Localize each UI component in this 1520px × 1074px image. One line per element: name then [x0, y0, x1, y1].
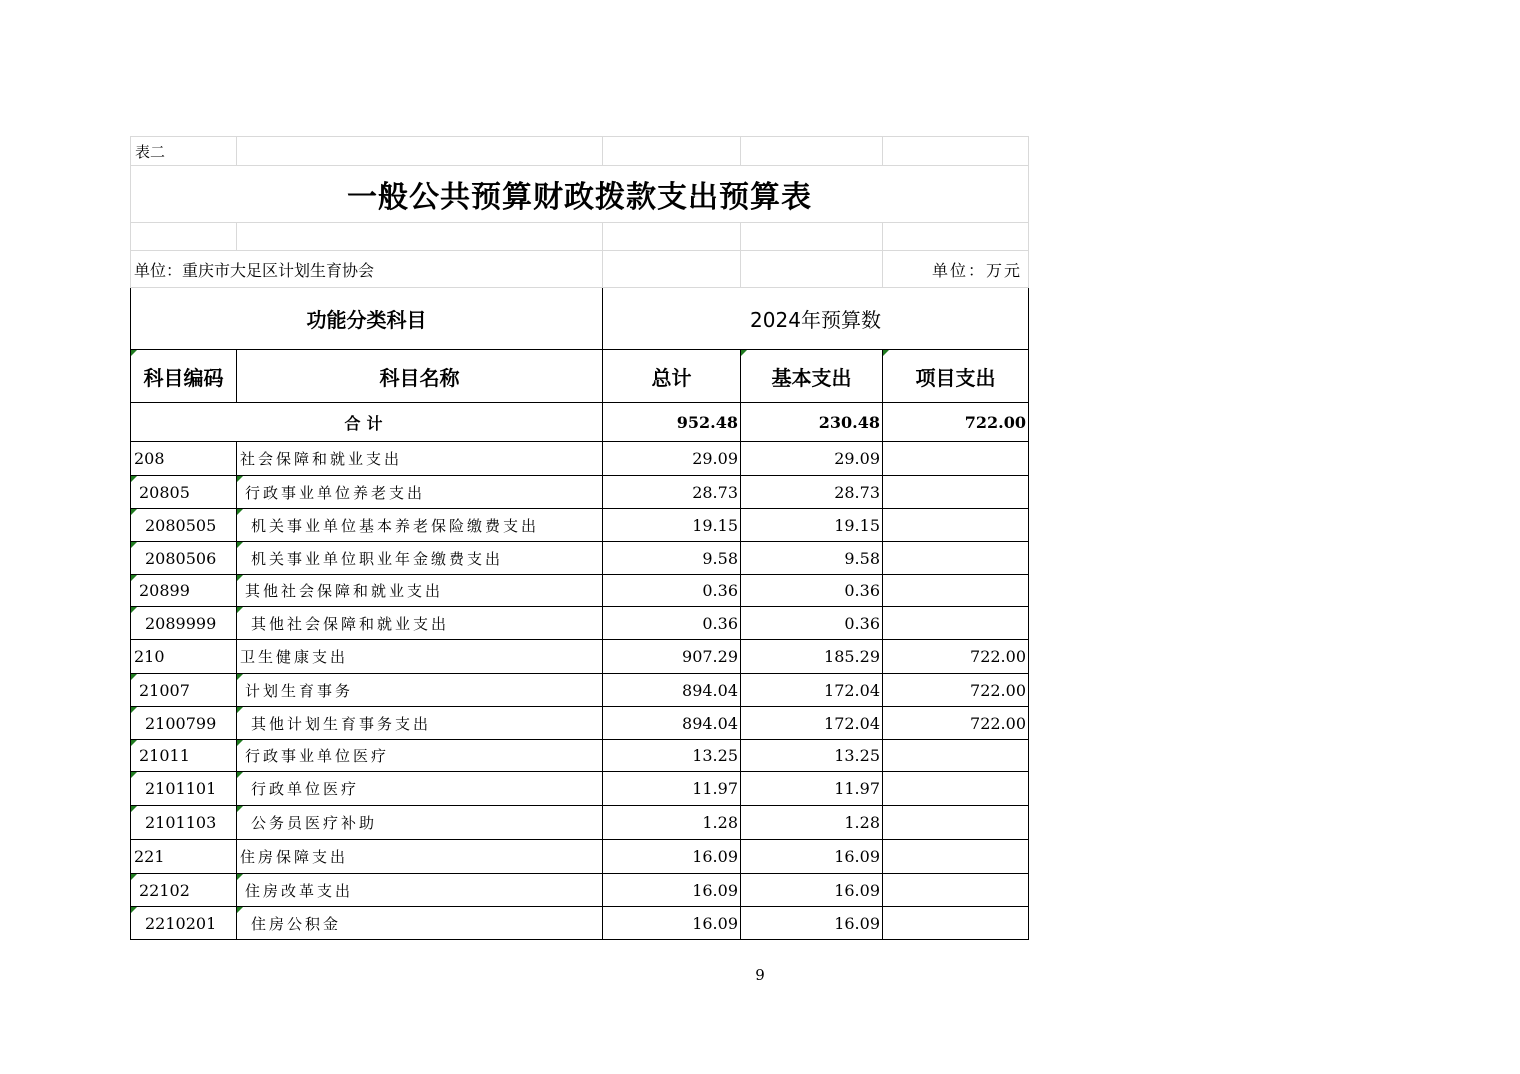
table-row [131, 772, 1029, 806]
row-total: 16.09 [603, 874, 741, 907]
row-basic: 0.36 [741, 575, 883, 607]
row-code: 2080505 [131, 509, 237, 542]
row-total: 894.04 [603, 707, 741, 740]
row-project [883, 772, 1029, 806]
row-total: 11.97 [603, 772, 741, 806]
row-basic: 19.15 [741, 509, 883, 542]
row-project [883, 874, 1029, 907]
table-row [131, 542, 1029, 575]
unit-currency: 单位：万元 [883, 251, 1029, 288]
total-row [131, 403, 1029, 442]
header-function-category: 功能分类科目 [131, 288, 603, 350]
table-row [131, 607, 1029, 640]
row-code: 22102 [131, 874, 237, 907]
header-project: 项目支出 [883, 350, 1029, 403]
row-project: 722.00 [883, 707, 1029, 740]
row-total: 16.09 [603, 840, 741, 874]
row-project: 722.00 [883, 674, 1029, 707]
row-name: 行政事业单位医疗 [237, 740, 603, 772]
row-project [883, 840, 1029, 874]
row-name: 其他社会保障和就业支出 [237, 607, 603, 640]
table-label: 表二 [131, 137, 237, 166]
row-project [883, 575, 1029, 607]
row-project [883, 476, 1029, 509]
row-code: 20899 [131, 575, 237, 607]
row-code: 2101101 [131, 772, 237, 806]
row-total: 9.58 [603, 542, 741, 575]
row-project [883, 442, 1029, 476]
row-code: 21007 [131, 674, 237, 707]
total-label: 合计 [131, 403, 603, 442]
row-name: 其他计划生育事务支出 [237, 707, 603, 740]
row-name: 行政单位医疗 [237, 772, 603, 806]
row-name: 住房保障支出 [237, 840, 603, 874]
row-total: 29.09 [603, 442, 741, 476]
budget-sheet [130, 136, 1028, 940]
row-code: 2210201 [131, 907, 237, 940]
page-number: 9 [755, 966, 765, 984]
row-basic: 0.36 [741, 607, 883, 640]
row-name: 其他社会保障和就业支出 [237, 575, 603, 607]
row-basic: 13.25 [741, 740, 883, 772]
row-name: 公务员医疗补助 [237, 806, 603, 840]
row-name: 社会保障和就业支出 [237, 442, 603, 476]
table-row [131, 740, 1029, 772]
row-project [883, 509, 1029, 542]
row-code: 21011 [131, 740, 237, 772]
row-basic: 29.09 [741, 442, 883, 476]
header-basic: 基本支出 [741, 350, 883, 403]
row-name: 住房公积金 [237, 907, 603, 940]
row-code: 210 [131, 640, 237, 674]
total-basic: 230.48 [741, 403, 883, 442]
total-project: 722.00 [883, 403, 1029, 442]
row-name: 计划生育事务 [237, 674, 603, 707]
row-code: 2101103 [131, 806, 237, 840]
row-name: 机关事业单位基本养老保险缴费支出 [237, 509, 603, 542]
table-row [131, 476, 1029, 509]
row-total: 28.73 [603, 476, 741, 509]
row-total: 16.09 [603, 907, 741, 940]
row-project [883, 740, 1029, 772]
header-total: 总计 [603, 350, 741, 403]
table-row [131, 806, 1029, 840]
row-code: 2089999 [131, 607, 237, 640]
row-basic: 1.28 [741, 806, 883, 840]
budget-table [130, 136, 1029, 940]
row-project [883, 607, 1029, 640]
header-name: 科目名称 [237, 350, 603, 403]
row-basic: 16.09 [741, 840, 883, 874]
row-project [883, 542, 1029, 575]
row-basic: 11.97 [741, 772, 883, 806]
total-total: 952.48 [603, 403, 741, 442]
table-row [131, 509, 1029, 542]
row-code: 221 [131, 840, 237, 874]
row-total: 19.15 [603, 509, 741, 542]
table-row [131, 442, 1029, 476]
row-code: 2080506 [131, 542, 237, 575]
header-code: 科目编码 [131, 350, 237, 403]
row-basic: 172.04 [741, 707, 883, 740]
row-basic: 9.58 [741, 542, 883, 575]
unit-organization: 单位：重庆市大足区计划生育协会 [131, 251, 603, 288]
row-name: 机关事业单位职业年金缴费支出 [237, 542, 603, 575]
row-name: 行政事业单位养老支出 [237, 476, 603, 509]
page-title: 一般公共预算财政拨款支出预算表 [131, 166, 1029, 223]
table-row [131, 674, 1029, 707]
row-basic: 28.73 [741, 476, 883, 509]
row-basic: 16.09 [741, 874, 883, 907]
row-total: 894.04 [603, 674, 741, 707]
table-row [131, 874, 1029, 907]
row-project: 722.00 [883, 640, 1029, 674]
row-total: 907.29 [603, 640, 741, 674]
table-row [131, 575, 1029, 607]
row-total: 0.36 [603, 607, 741, 640]
row-code: 20805 [131, 476, 237, 509]
table-row [131, 640, 1029, 674]
row-project [883, 907, 1029, 940]
row-basic: 16.09 [741, 907, 883, 940]
table-row [131, 707, 1029, 740]
row-code: 208 [131, 442, 237, 476]
row-code: 2100799 [131, 707, 237, 740]
row-basic: 172.04 [741, 674, 883, 707]
row-project [883, 806, 1029, 840]
row-name: 住房改革支出 [237, 874, 603, 907]
header-budget-year: 2024年预算数 [603, 288, 1029, 350]
table-row [131, 840, 1029, 874]
row-total: 0.36 [603, 575, 741, 607]
row-total: 1.28 [603, 806, 741, 840]
row-basic: 185.29 [741, 640, 883, 674]
row-total: 13.25 [603, 740, 741, 772]
table-row [131, 907, 1029, 940]
row-name: 卫生健康支出 [237, 640, 603, 674]
